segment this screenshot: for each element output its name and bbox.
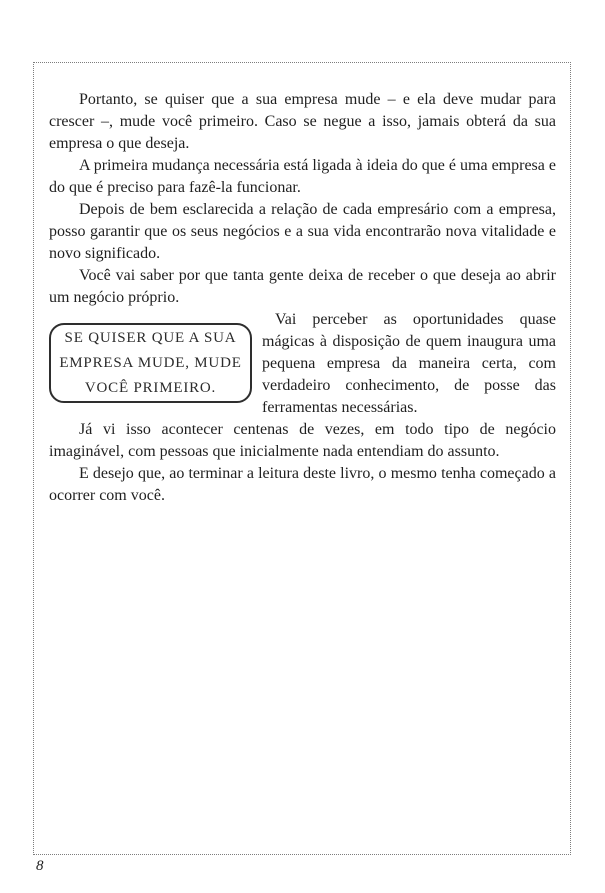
paragraph: Vai perceber as oportunidades quase mágicas à disposição de quem inaugura uma pequena empresa da maneira certa, com verdadeiro conhecimento, de posse das ferramentas necessárias. — [262, 311, 556, 416]
paragraph-with-pullquote — [49, 309, 556, 419]
pull-quote-box — [49, 323, 252, 403]
paragraph: Portanto, se quiser que a sua empresa mude – e ela deve mudar para crescer –, mude você primeiro. Caso se negue a isso, jamais obterá da sua empresa o que deseja. — [49, 91, 556, 152]
paragraph: Você vai saber por que tanta gente deixa de receber o que deseja ao abrir um negócio próprio. — [49, 267, 556, 306]
paragraph: Depois de bem esclarecida a relação de cada empresário com a empresa, posso garantir que os seus negócios e a sua vida encontrarão nova vitalidade e novo significado. — [49, 201, 556, 262]
page-number: 8 — [36, 858, 44, 874]
paragraph: Já vi isso acontecer centenas de vezes, em todo tipo de negócio imaginável, com pessoas que inicialmente nada entendiam do assunto. — [49, 421, 556, 460]
pull-quote-text: SE QUISER QUE A SUA EMPRESA MUDE, MUDE VOCÊ PRIMEIRO. — [59, 329, 242, 396]
paragraph: A primeira mudança necessária está ligada à ideia do que é uma empresa e do que é preciso para fazê-la funcionar. — [49, 157, 556, 196]
page-dotted-border — [33, 62, 571, 855]
paragraph: E desejo que, ao terminar a leitura deste livro, o mesmo tenha começado a ocorrer com você. — [49, 465, 556, 504]
